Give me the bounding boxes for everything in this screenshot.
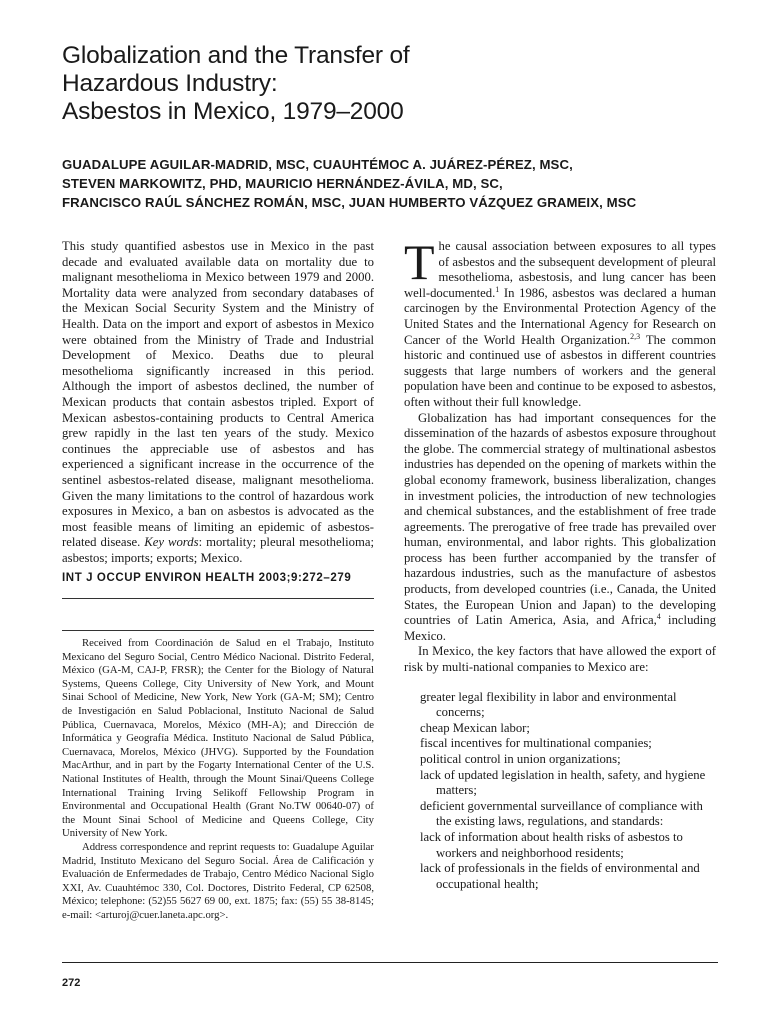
page-footer-rule (62, 962, 718, 963)
factor-list (404, 690, 716, 893)
author-line-1: GUADALUPE AGUILAR-MADRID, MSC, CUAUHTÉMOC A. JUÁREZ-PÉREZ, MSC, (62, 157, 573, 172)
introduction (404, 234, 716, 892)
intro-paragraph-3: In Mexico, the key factors that have allowed the export of risk by multi-national companies to Mexico are: (404, 644, 716, 675)
intro-paragraph-1: The causal association between exposures to all types of asbestos and the subsequent development of pleural mesothelioma, asbestosis, and lung cancer has been well-documented.$^1$ In 1986, asbestos was declared a human carcinogen by the Environmental Protection Agency of the United States and the International Agency for Research on Cancer of the World Health Organization.$^{2,3}$ The common historic and continued use of asbestos in different countries suggests that large numbers of workers and the general population have been and continue to be exposed to asbestos, often without their full knowledge. (404, 234, 716, 409)
keywords: : mortality; pleural mesothelioma; asbestos; imports; exports; Mexico. (62, 535, 374, 565)
keywords-label: Key words (144, 535, 199, 550)
abstract (62, 239, 374, 566)
author-list (62, 155, 722, 212)
author-line-3: FRANCISCO RAÚL SÁNCHEZ ROMÁN, MSC, JUAN HUMBERTO VÁZQUEZ GRAMEIX, MSC (62, 195, 637, 210)
article-title (62, 42, 702, 126)
list-item: cheap Mexican labor; (420, 720, 530, 735)
journal-citation: INT J OCCUP ENVIRON HEALTH 2003;9:272–279 (62, 572, 352, 584)
abstract-body: This study quantified asbestos use in Mexico in the past decade and evaluated available data on mortality due to malignant mesothelioma in Mexico between 1979 and 2000. Mortality data were analyzed from secondary databases of the Mexican Social Security System and the Ministry of Health. Data on the import and export of asbestos in Mexico were obtained from the Ministry of Trade and Industrial Development of Mexico. Deaths due to pleural mesothelioma significantly increased in this period. Although the import of asbestos declined, the number of Mexican products that contain asbestos tripled. Export of Mexican asbestos-containing products to Central America grew rapidly in the last ten years of the study. Mexico continues the appreciable use of asbestos and has experienced a significant increase in the occurrence of the sentinel asbestos-related disease, malignant mesothelioma. Given the many limitations to the control of hazardous work exposures in Mexico, a ban on asbestos is advocated as the most feasible means of limiting an epidemic of asbestos-related disease. (62, 239, 374, 550)
footnote-received: Received from Coordinación de Salud en el Trabajo, Instituto Mexicano del Seguro Social, Centro Médico Nacional. Distrito Federal, México (GA-M, CAJ-P, FRSR); the Center for the Biology of Natural Systems, Queens College, City University of New York, and Mount Sinai School of Medicine, New York, New York (GA-M; SM); Centro de Investigación en Salud Poblacional, Instituto Nacional de Salud Pública, Cuernavaca, Morelos, México (MH-A); and Dirección de Informática y Geografía Médica. Instituto Nacional de Salud Pública, Cuernavaca, Morelos, México (JHVG). Supported by the Foundation MacArthur, and in part by the Fogarty International Center of the U.S. National Institutes of Health, through the Mount Sinai/Queens College International Training Irving Selikoff Fellowship Program in Environmental and Occupational Health (Grant No.TW 00640-07) of the Mount Sinai School of Medicine and Queens College, City University of New York. (62, 637, 374, 840)
drop-cap: T (404, 234, 435, 290)
list-item: lack of updated legislation in health, safety, and hygiene matters; (420, 767, 706, 798)
title-line-2: Hazardous Industry: (62, 70, 278, 97)
title-line-1: Globalization and the Transfer of (62, 42, 410, 69)
page-number: 272 (62, 977, 81, 989)
footnote-address: Address correspondence and reprint requests to: Guadalupe Aguilar Madrid, Instituto Mexicano del Seguro Social. Área de Calificación y Evaluación de Enfermedades de Trabajo, Centro Médico Nacional Siglo XXI, Av. Cuauhtémoc 330, Col. Doctores, Distrito Federal, CP 62508, México; telephone: (52)55 5627 69 00, ext. 1875; fax: (55) 55 38-8145; e-mail: <arturoj@cuer.laneta.apc.org>. (62, 840, 374, 921)
list-item: lack of professionals in the fields of environmental and occupational health; (420, 861, 700, 891)
footnotes (62, 637, 374, 922)
footnote-divider (62, 630, 374, 631)
citation-ref: 2,3 (630, 331, 641, 341)
divider (62, 598, 374, 599)
author-line-2: STEVEN MARKOWITZ, PHD, MAURICIO HERNÁNDEZ-ÁVILA, MD, SC, (62, 176, 503, 191)
intro-paragraph-2: Globalization has had important consequences for the dissemination of the hazards of asbestos exposure throughout the globe. The commercial strategy of multinational asbestos industries has depended on the opening of markets within the global economy framework, business liberalization, changes in investment policies, the introduction of new technologies and chemical substances, and the establishment of free trade agreements. The prerogative of free trade has prevailed over human, environmental, and labor rights. This globalization process has been further accompanied by the transfer of hazardous industries, such as the manufacture of asbestos products, from developed countries (i.e., Canada, the United States, the European Union and Japan) to the developing countries of Latin America, Asia, and Africa,$^4$ including Mexico. (404, 410, 716, 643)
list-item: greater legal flexibility in labor and environmental concerns; (420, 689, 677, 720)
list-item: fiscal incentives for multinational companies; (420, 736, 652, 751)
citation-ref: 4 (656, 612, 661, 622)
citation-ref: 1 (495, 284, 500, 294)
list-item: political control in union organizations; (420, 752, 621, 766)
title-line-3: Asbestos in Mexico, 1979–2000 (62, 98, 404, 125)
list-item: deficient governmental surveillance of compliance with the existing laws, regulations, and standards: (420, 798, 703, 829)
list-item: lack of information about health risks of asbestos to workers and neighborhood residents; (420, 829, 683, 860)
